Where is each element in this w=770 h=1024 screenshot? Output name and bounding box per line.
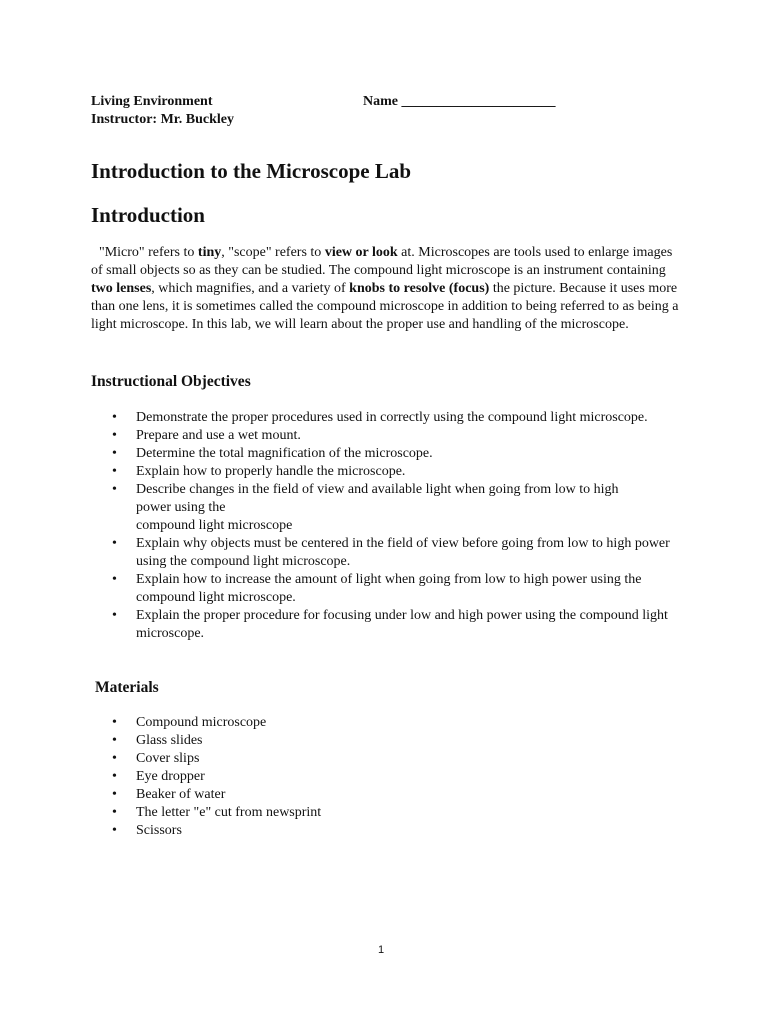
objective-text: Explain why objects must be centered in the field of view before going from low to high power using the compound light microscope. [136,536,670,569]
objective-text: Demonstrate the proper procedures used in correctly using the compound light microscope. [136,410,648,425]
list-item [91,714,691,732]
list-item [91,750,691,768]
material-text: Beaker of water [136,787,226,802]
page-title: Introduction to the Microscope Lab [91,159,412,183]
bullet-icon: • [112,608,117,623]
list-item [91,768,691,786]
list-item [91,535,691,571]
intro-bold-knobs: knobs to resolve (focus) [349,281,490,296]
objective-text: Describe changes in the field of view and available light when going from low to high power using the [136,482,619,515]
material-text: Eye dropper [136,769,205,784]
list-item [91,732,691,750]
bullet-icon: • [112,446,117,461]
list-item [91,409,691,427]
objectives-heading: Instructional Objectives [91,373,251,390]
intro-text-2: , "scope" refers to [221,245,325,260]
intro-bold-tiny: tiny [197,245,222,260]
page-number: 1 [378,944,385,956]
bullet-icon: • [112,410,117,425]
objectives-list [91,409,691,643]
list-item [91,445,691,463]
bullet-icon: • [112,428,117,443]
introduction-paragraph [91,244,683,334]
materials-heading: Materials [95,679,159,696]
objective-continuation: compound light microscope [136,518,293,533]
list-item [91,571,691,607]
list-item [91,427,691,445]
course-name: Living Environment [91,94,213,109]
objective-text: Determine the total magnification of the microscope. [136,446,433,461]
bullet-icon: • [112,805,117,820]
bullet-icon: • [112,751,117,766]
introduction-heading: Introduction [91,203,205,227]
bullet-icon: • [112,572,117,587]
intro-bold-lenses: two lenses [91,281,152,296]
intro-text-5: the picture. Because it uses more than one lens, it is sometimes called the compound microscope in addition to being referred to as being a light microscope. In this lab, we will learn about the proper use and handling of the microscope. [91,281,679,332]
bullet-icon: • [112,787,117,802]
list-item [91,822,691,840]
list-item [91,481,691,535]
bullet-icon: • [112,715,117,730]
material-text: Glass slides [136,733,203,748]
intro-text-4: , which magnifies, and a variety of [151,281,350,296]
bullet-icon: • [112,733,117,748]
bullet-icon: • [112,464,117,479]
instructor-name: Instructor: Mr. Buckley [91,112,234,127]
objective-text: Prepare and use a wet mount. [136,428,301,443]
intro-text-3: at. Microscopes are tools used to enlarge images of small objects so as they can be studied. The compound light microscope is an instrument containing [91,245,673,278]
bullet-icon: • [112,482,117,497]
list-item [91,804,691,822]
material-text: Compound microscope [136,715,267,730]
material-text: The letter "e" cut from newsprint [136,805,322,820]
student-name-field: Name ______________________ [363,94,556,109]
list-item [91,463,691,481]
intro-text-1: "Micro" refers to [99,245,198,260]
materials-list [91,714,691,840]
header-left [91,93,234,129]
list-item [91,607,691,643]
objective-text: Explain how to increase the amount of light when going from low to high power using the compound light microscope. [136,572,642,605]
material-text: Cover slips [136,751,200,766]
list-item [91,786,691,804]
bullet-icon: • [112,823,117,838]
objective-text: Explain how to properly handle the microscope. [136,464,406,479]
objective-text: Explain the proper procedure for focusing under low and high power using the compound light microscope. [136,608,668,641]
bullet-icon: • [112,769,117,784]
intro-bold-view: view or look [324,245,398,260]
bullet-icon: • [112,536,117,551]
material-text: Scissors [136,823,182,838]
